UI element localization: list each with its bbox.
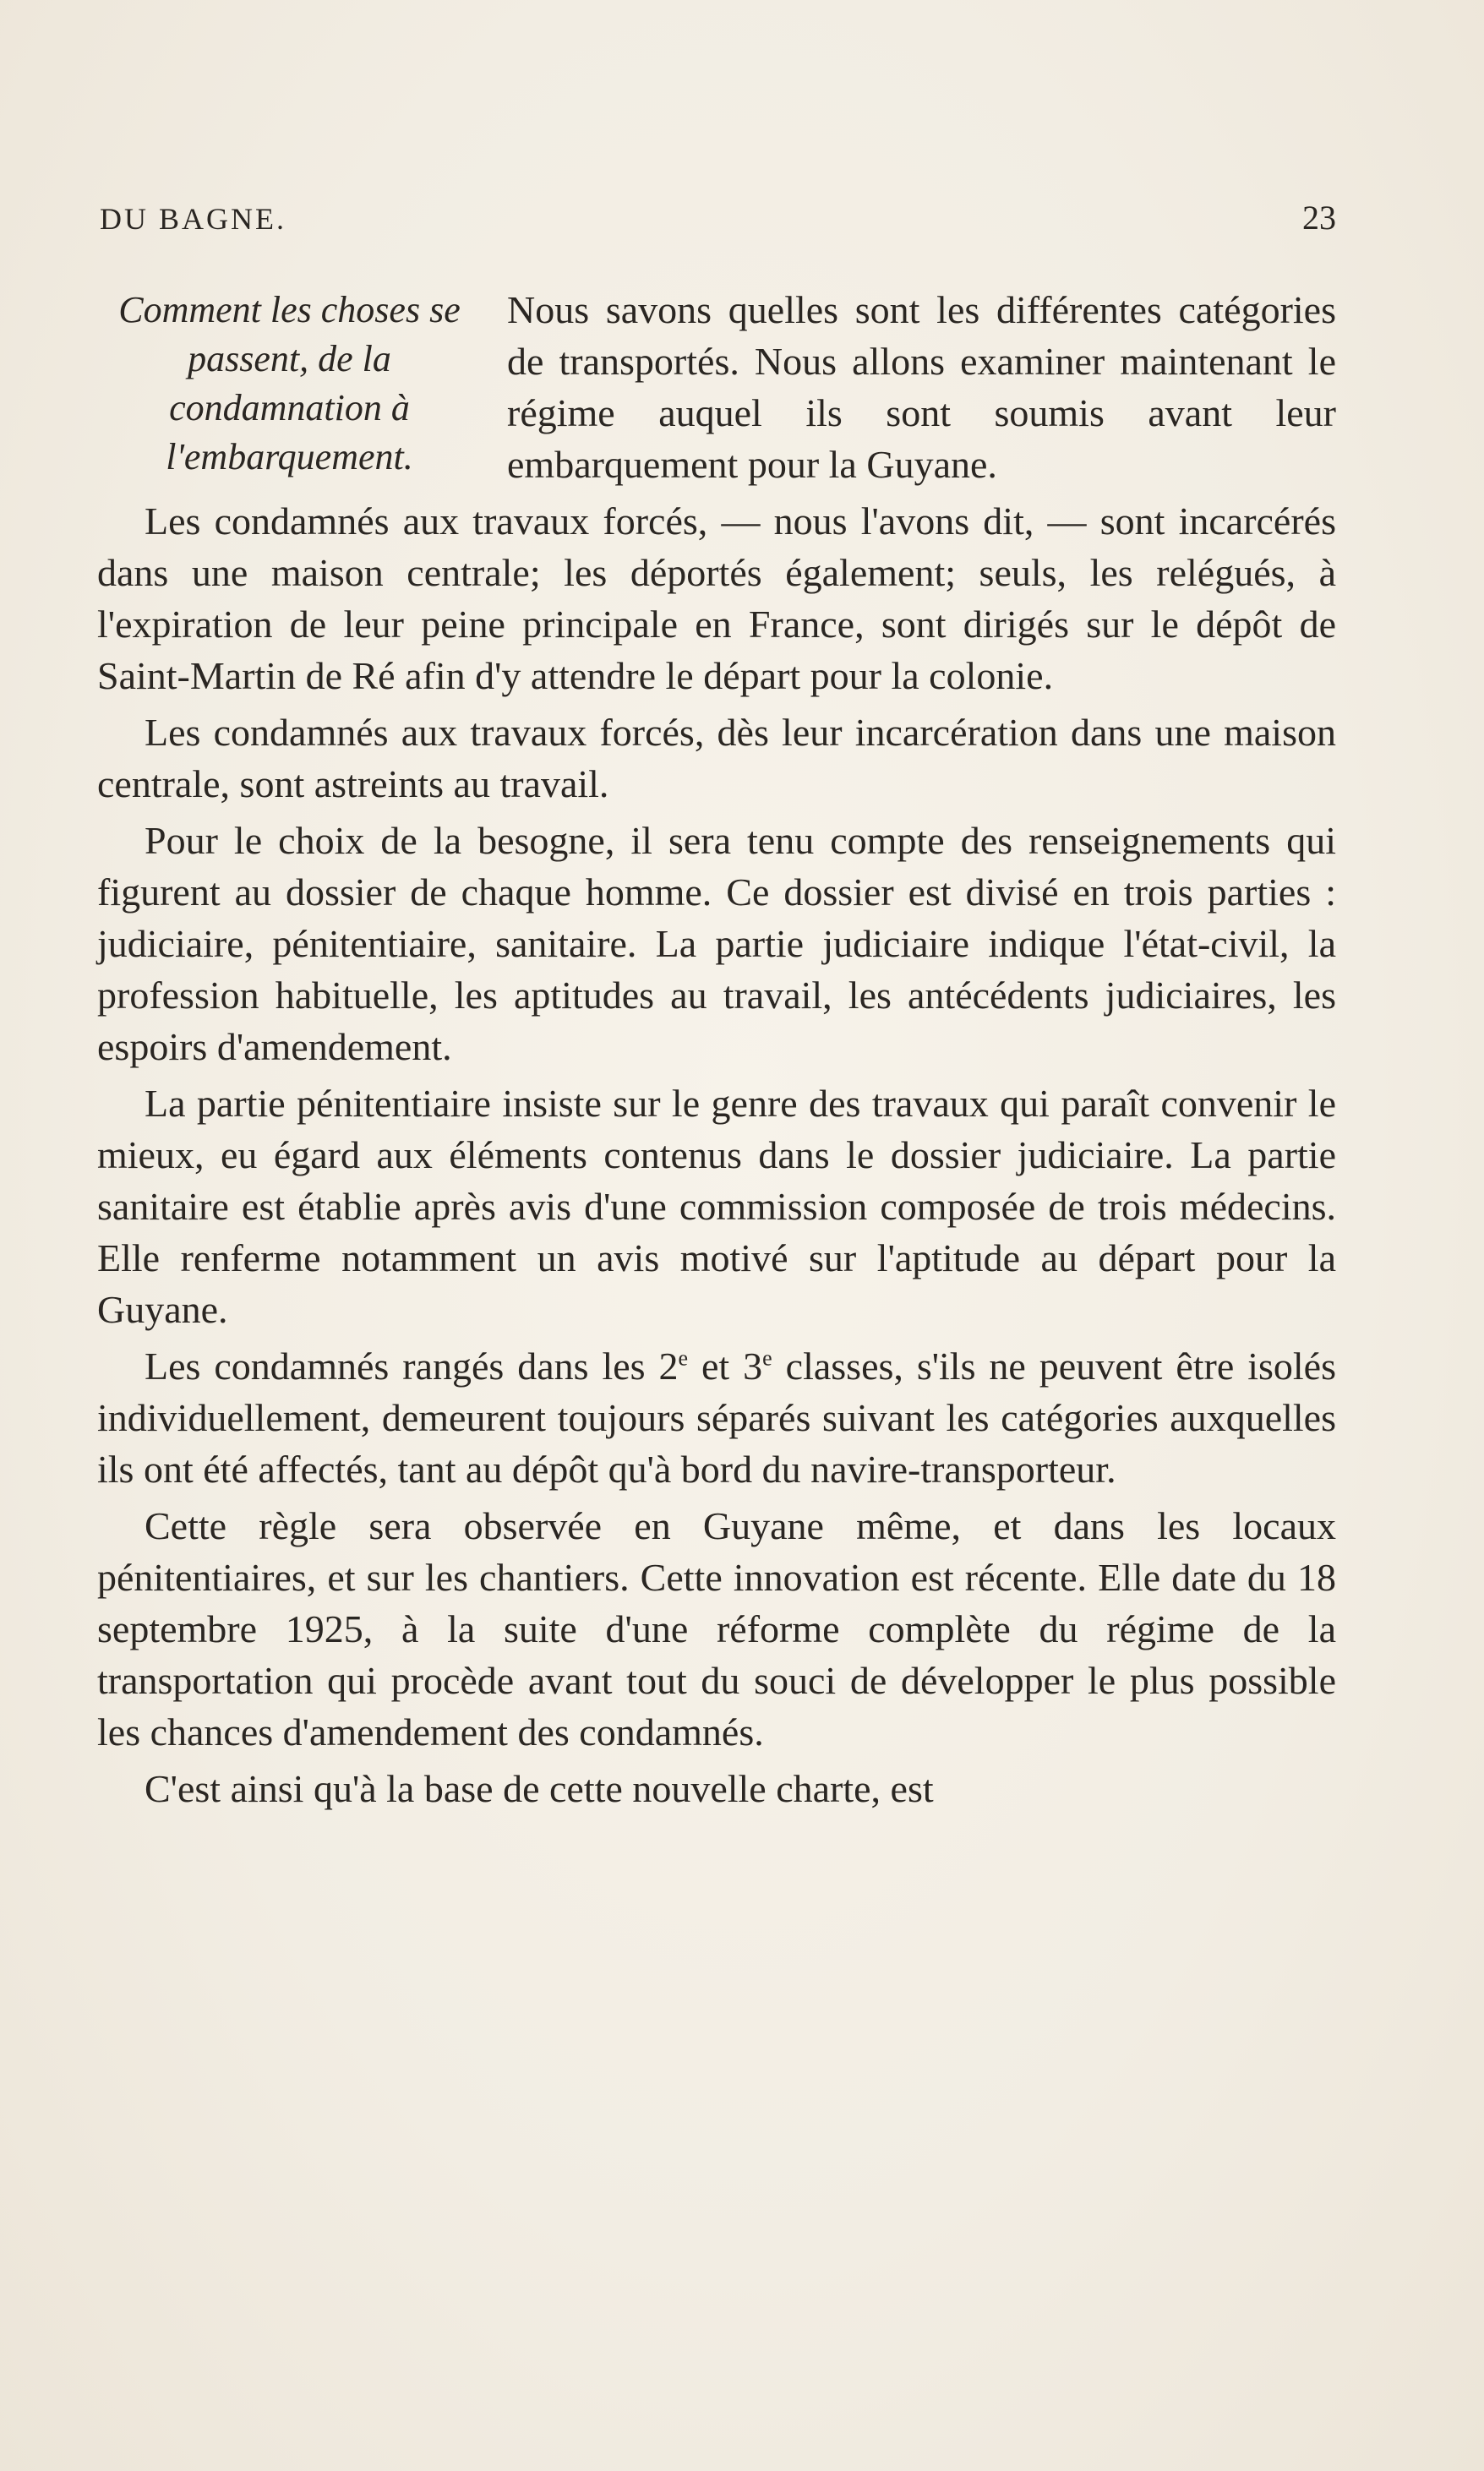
classes-text-middle: et 3 (688, 1345, 763, 1388)
paragraph-classes (97, 1340, 1336, 1495)
paragraph-charter: C'est ainsi qu'à la base de cette nouvelle charte, est (145, 1767, 934, 1810)
paragraph-dossier: Pour le choix de la besogne, il sera tenu compte des renseignements qui figurent au dossier de chaque homme. Ce dossier est divisé en trois parties : judiciaire, pénitentiaire, sanitaire. La partie judiciaire indique l'état-civil, la profession habituelle, les aptitudes au travail, les antécédents judiciaires, les espoirs d'amendement. (97, 819, 1336, 1068)
paragraph-intro: Nous savons quelles sont les différentes catégories de transportés. Nous allons examiner maintenant le régime auquel ils sont soumis avant leur embarquement pour la Guyane. (507, 288, 1336, 486)
paragraph-penitentiary: La partie pénitentiaire insiste sur le genre des travaux qui paraît convenir le mieux, eu égard aux éléments contenus dans le dossier judiciaire. La partie sanitaire est établie après avis d'une commission composée de trois médecins. Elle renferme notamment un avis motivé sur l'aptitude au départ pour la Guyane. (97, 1082, 1336, 1331)
superscript-third: e (762, 1345, 772, 1371)
classes-text-before: Les condamnés rangés dans les 2 (145, 1345, 679, 1388)
paragraph-incarceration: Les condamnés aux travaux forcés, — nous l'avons dit, — sont incarcérés dans une maison centrale; les déportés également; seuls, les relégués, à l'expiration de leur peine principale en France, sont dirigés sur le dépôt de Saint-Martin de Ré afin d'y attendre le départ pour la colonie. (97, 499, 1336, 697)
paragraph-rule: Cette règle sera observée en Guyane même, et dans les locaux pénitentiaires, et sur les chantiers. Cette innovation est récente. Elle date du 18 septembre 1925, à la suite d'une réforme complète du régime de la transportation qui procède avant tout du souci de développer le plus possible les chances d'amendement des condamnés. (97, 1504, 1336, 1754)
body-text (97, 284, 1336, 1814)
running-head: DU BAGNE. (100, 202, 286, 236)
paragraph-work: Les condamnés aux travaux forcés, dès leur incarcération dans une maison centrale, sont astreints au travail. (97, 711, 1336, 805)
page-number: 23 (1302, 199, 1336, 237)
margin-note: Comment les choses se passent, de la condamnation à l'embarquement. (118, 289, 461, 477)
superscript-second: e (678, 1345, 689, 1371)
classes-text-after: classes, s'ils ne peuvent être isolés individuellement, demeurent toujours séparés suivant les catégories auxquelles ils ont été affectés, tant au dépôt qu'à bord du navire-transporteur. (97, 1345, 1336, 1491)
